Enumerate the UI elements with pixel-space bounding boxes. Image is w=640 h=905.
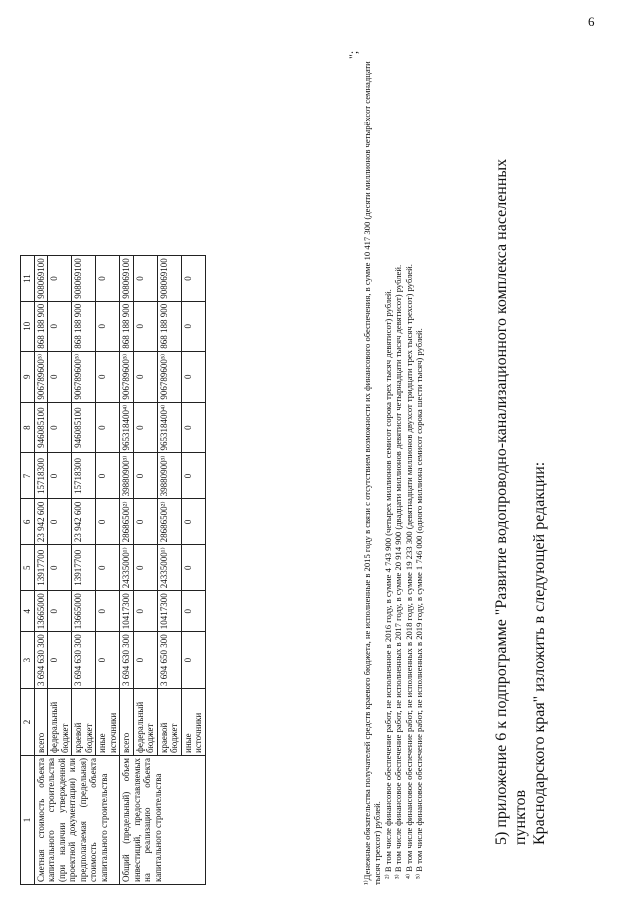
table-cell: 868 188 900: [34, 301, 48, 351]
footnote: ³⁾ В том числе финансовое обеспечение работ, не исполненных в 2017 году, в сумме 20 914 900 (двадцати миллионов девятисот четырнадцати тысяч девятисот) рублей.: [393, 264, 404, 879]
column-header: 8: [21, 402, 35, 453]
table-cell: 24335000¹⁾: [120, 545, 134, 591]
table-cell: 10417300: [157, 591, 181, 632]
funding-source: иные источники: [181, 689, 205, 756]
rotated-page-content: [20, 40, 620, 885]
table-cell: 0: [48, 402, 72, 453]
table-cell: 0: [96, 591, 120, 632]
table-cell: 0: [96, 545, 120, 591]
column-header: 2: [21, 689, 35, 756]
table-cell: 28686500²⁾: [120, 499, 134, 545]
column-header: 3: [21, 632, 35, 689]
page-number: 6: [588, 14, 595, 29]
funding-source: иные источники: [96, 689, 120, 756]
table-row: [120, 256, 134, 885]
row-group-label: Общий (предельный) объем инвестиций, предоставляемых на реализацию объекта капитального строительства: [120, 756, 206, 885]
table-cell: 0: [48, 453, 72, 499]
column-header: 11: [21, 256, 35, 302]
funding-source: всего: [34, 689, 48, 756]
funding-source: федеральный бюджет: [48, 689, 72, 756]
table-cell: 3 694 630 300: [72, 632, 96, 689]
funding-source: краевой бюджет: [157, 689, 181, 756]
table-header-row: [21, 256, 35, 885]
table-cell: 906789600⁵⁾: [120, 351, 134, 402]
table-cell: 906789600⁵⁾: [34, 351, 48, 402]
table-cell: 0: [181, 351, 205, 402]
table-cell: 0: [96, 499, 120, 545]
footnote: ⁴⁾ В том числе финансовое обеспечение работ, не исполненных в 2018 году, в сумме 19 233 300 (девятнадцати миллионов двухсот тридцати трех тысяч трехсот) рублей.: [403, 264, 414, 879]
table-cell: 868 188 900: [157, 301, 181, 351]
table-cell: 0: [181, 499, 205, 545]
table-cell: 0: [48, 256, 72, 302]
table-cell: 13917700: [72, 545, 96, 591]
table-cell: 868 188 900: [72, 301, 96, 351]
row-group-label: Сметная стоимость объекта капитального строительства (при наличии утвержденной проектной документации) или предполагаемая (предельная) стоимость объекта капитального строительства: [34, 756, 120, 885]
table-cell: 0: [133, 453, 157, 499]
table-cell: 0: [133, 301, 157, 351]
table-cell: 3 694 650 300: [157, 632, 181, 689]
table-cell: 0: [181, 545, 205, 591]
table-cell: 0: [133, 351, 157, 402]
table-cell: 0: [133, 499, 157, 545]
table-cell: 0: [133, 256, 157, 302]
table-cell: 0: [48, 351, 72, 402]
table-cell: 0: [96, 632, 120, 689]
table-cell: 908069100: [157, 256, 181, 302]
column-header: 9: [21, 351, 35, 402]
table-cell: 15718300: [34, 453, 48, 499]
table-cell: 0: [181, 591, 205, 632]
funding-source: федеральный бюджет: [133, 689, 157, 756]
closing-quote: ";: [346, 50, 360, 59]
table-cell: 0: [96, 301, 120, 351]
column-header: 6: [21, 499, 35, 545]
table-cell: 24335000¹⁾: [157, 545, 181, 591]
table-cell: 965318400⁴⁾: [120, 402, 134, 453]
table-cell: 0: [96, 256, 120, 302]
footnotes: [362, 40, 424, 885]
table-cell: 13665000: [34, 591, 48, 632]
table-cell: 906789600⁵⁾: [72, 351, 96, 402]
table-cell: 0: [48, 591, 72, 632]
table-cell: 906789600⁵⁾: [157, 351, 181, 402]
table-cell: 0: [181, 632, 205, 689]
column-header: 5: [21, 545, 35, 591]
table-cell: 908069100: [72, 256, 96, 302]
table-cell: 908069100: [34, 256, 48, 302]
funding-source: краевой бюджет: [72, 689, 96, 756]
table-cell: 0: [133, 632, 157, 689]
table-cell: 13665000: [72, 591, 96, 632]
table-cell: 946085100: [34, 402, 48, 453]
footnote: ¹⁾Денежные обязательства получателей средств краевого бюджета, не исполненные в 2015 году в связи с отсутствием возможности их финансового обеспечения, в сумме 10 417 300 (десяти миллионов четырёхсот семнадцати тысяч трехсот) рублей.: [362, 61, 383, 885]
amendment-line: Краснодарского края" изложить в следующей редакции:: [531, 461, 548, 845]
table-cell: 868 188 900: [120, 301, 134, 351]
table-cell: 10417300: [120, 591, 134, 632]
table-cell: 0: [181, 402, 205, 453]
table-cell: 0: [181, 301, 205, 351]
table-cell: 0: [48, 301, 72, 351]
table-cell: 0: [133, 591, 157, 632]
table-cell: 0: [133, 402, 157, 453]
table-cell: 0: [96, 351, 120, 402]
table-cell: 965318400⁴⁾: [157, 402, 181, 453]
footnote: ²⁾ В том числе финансовое обеспечение работ, не исполненное в 2016 году, в сумме 4 743 900 (четырех миллионов семисот сорока трех тысяч девятисот) рублей.: [382, 289, 393, 879]
footnote: ⁵⁾ В том числе финансовое обеспечение работ, не исполненных в 2019 году, в сумме 1 746 000 (одного миллиона семисот сорока шести тысяч) рублей.: [414, 328, 425, 879]
amendment-line: 5) приложение 6 к подпрограмме "Развитие водопроводно-канализационного комплекса населенных пунктов: [493, 158, 529, 845]
table-cell: 3 694 630 300: [120, 632, 134, 689]
table-cell: 0: [133, 545, 157, 591]
table-cell: 0: [181, 256, 205, 302]
table-cell: 0: [181, 453, 205, 499]
table-cell: 0: [48, 545, 72, 591]
column-header: 7: [21, 453, 35, 499]
table-row: [34, 256, 48, 885]
table-body: [34, 256, 205, 885]
table-cell: 13917700: [34, 545, 48, 591]
table-cell: 23 942 600: [72, 499, 96, 545]
table-cell: 28686500²⁾: [157, 499, 181, 545]
amendment-text: [492, 125, 549, 845]
table-cell: 0: [48, 632, 72, 689]
funding-source: всего: [120, 689, 134, 756]
table-cell: 39880900³⁾: [120, 453, 134, 499]
investment-table: [20, 255, 206, 885]
table-cell: 23 942 600: [34, 499, 48, 545]
table-cell: 0: [96, 402, 120, 453]
column-header: 1: [21, 756, 35, 885]
table-cell: 908069100: [120, 256, 134, 302]
column-header: 4: [21, 591, 35, 632]
table-cell: 0: [96, 453, 120, 499]
table-cell: 3 694 630 300: [34, 632, 48, 689]
table-cell: 0: [48, 499, 72, 545]
table-cell: 946085100: [72, 402, 96, 453]
column-header: 10: [21, 301, 35, 351]
table-cell: 39880900³⁾: [157, 453, 181, 499]
table-cell: 15718300: [72, 453, 96, 499]
